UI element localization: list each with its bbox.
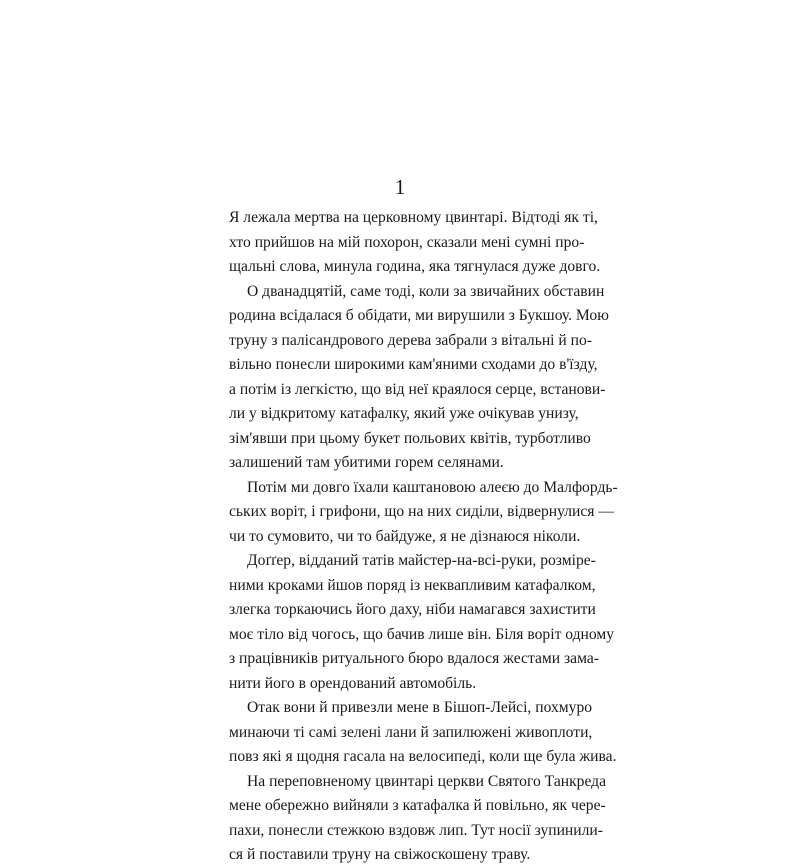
text-line: хто прийшов на мій похорон, сказали мені сумні про- (229, 233, 585, 251)
text-line: минаючи ті самі зелені лани й запилюжені живоплоти, (229, 723, 593, 741)
paragraph-first-line: На переповненому цвинтарі церкви Святого Танкреда (247, 772, 607, 790)
paragraph-first-line: Потім ми довго їхали каштановою алеєю до Малфордь- (247, 478, 618, 496)
paragraph-first-line: Отак вони й привезли мене в Бішоп-Лейсі, похмуро (247, 699, 593, 716)
text-line: чи то сумовито, чи то байдуже, я не дізнаюся ніколи. (229, 527, 581, 545)
text-line: пахи, понесли стежкою вздовж лип. Тут носії зупинили- (229, 821, 603, 839)
text-line: моє тіло від чогось, що бачив лише він. Біля воріт одному (229, 625, 615, 643)
text-line: щальні слова, минула година, яка тягнулася дуже довго. (229, 258, 601, 275)
text-line: повз які я щодня гасала на велосипеді, коли ще була жива. (229, 748, 617, 765)
text-line: ся й поставили труну на свіжоскошену траву. (229, 846, 531, 863)
text-line: труну з палісандрового дерева забрали з вітальні й по- (229, 331, 592, 349)
text-line: залишений там убитими горем селянами. (229, 454, 504, 471)
text-line: вільно понесли широкими кам'яними сходами до в'їзду, (229, 356, 598, 373)
text-line: родина всідалася б обідати, ми вирушили з Букшоу. Мою (229, 307, 609, 324)
text-line: зім'явши при цьому букет польових квітів, турботливо (229, 429, 591, 447)
text-line: ських воріт, і грифони, що на них сиділи, відвернулися — (229, 503, 614, 520)
text-line: Я лежала мертва на церковному цвинтарі. Відтоді як ті, (229, 209, 598, 226)
text-line: з працівників ритуального бюро вдалося жестами зама- (229, 650, 599, 667)
text-line: ними кроками йшов поряд із неквапливим катафалком, (229, 576, 596, 594)
text-line: злегка торкаючись його даху, ніби намагався захистити (229, 601, 596, 618)
text-line: а потім із легкістю, що від неї краялося серце, встанови- (229, 380, 606, 398)
text-line: ли у відкритому катафалку, який уже очікував унизу, (229, 405, 579, 422)
body-text (229, 206, 618, 868)
text-line: нити його в орендований автомобіль. (229, 674, 477, 692)
paragraph-first-line: Доґґер, відданий татів майстер-на-всі-руки, розміре- (247, 552, 596, 569)
chapter-number: 1 (394, 175, 406, 199)
text-line: мене обережно вийняли з катафалка й повільно, як чере- (229, 797, 606, 814)
paragraph-first-line: О дванадцятій, саме тоді, коли за звичайних обставин (247, 282, 605, 300)
